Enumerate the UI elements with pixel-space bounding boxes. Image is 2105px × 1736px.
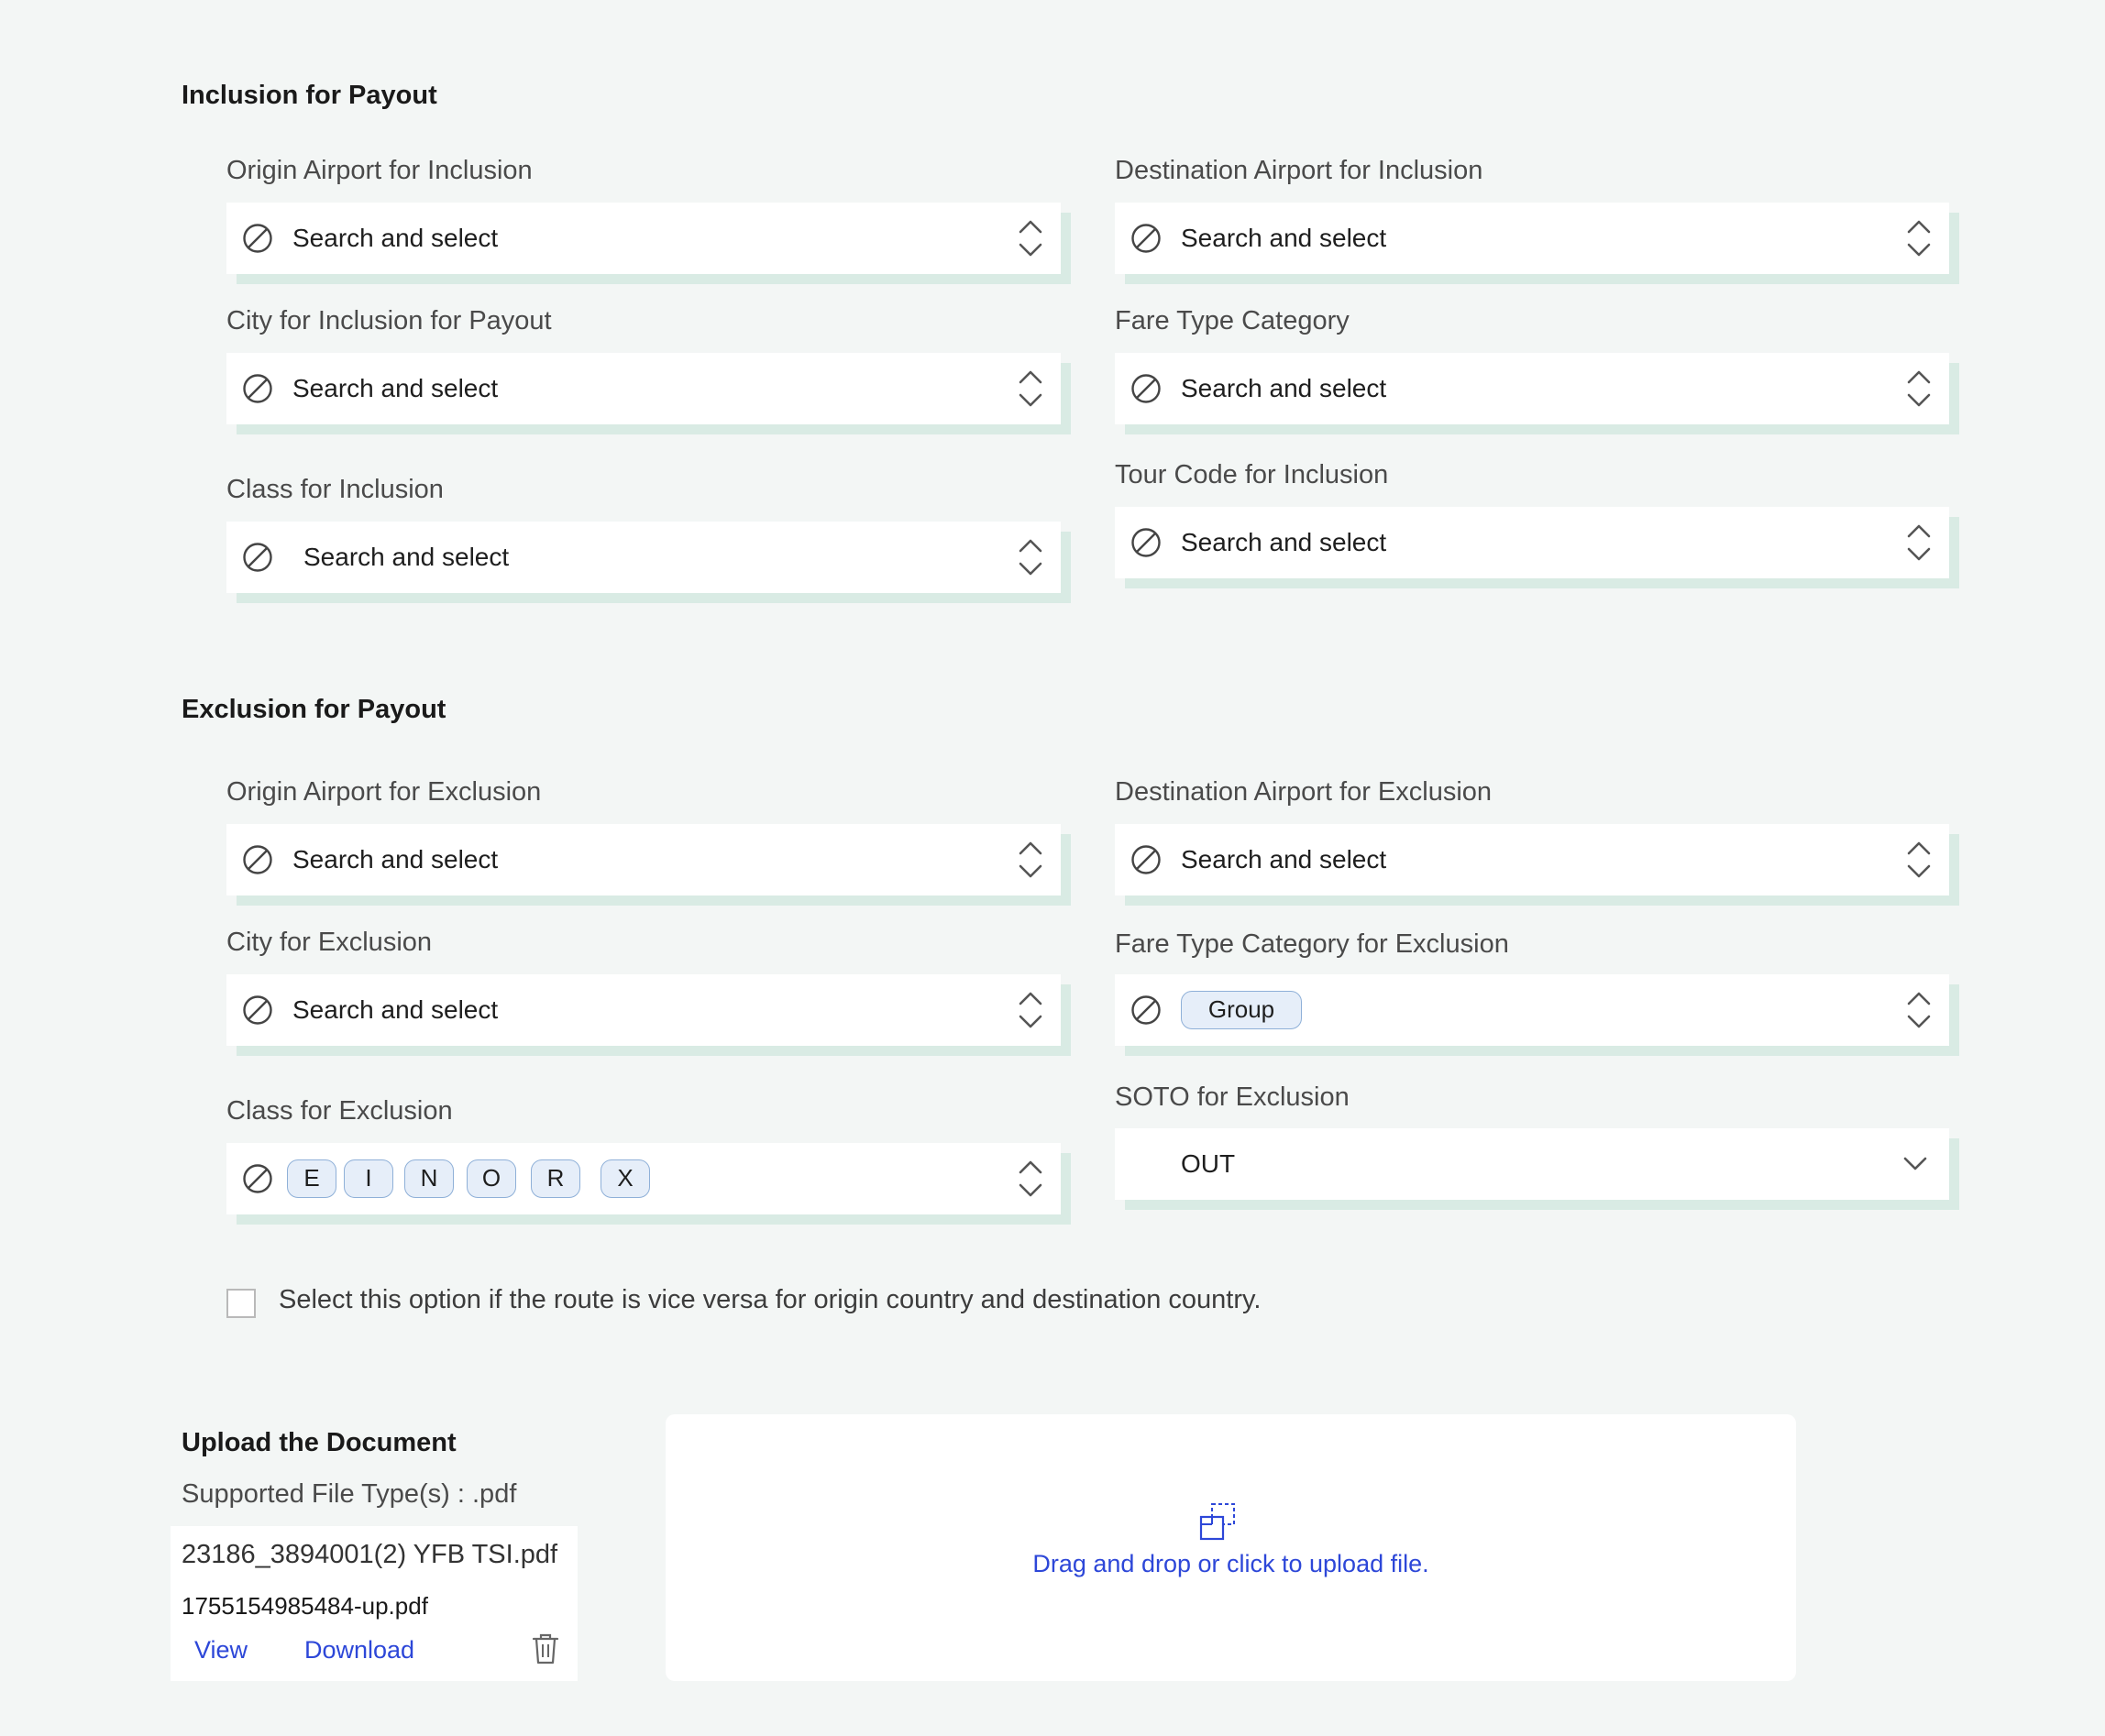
upload-icon bbox=[1197, 1501, 1238, 1542]
download-link[interactable]: Download bbox=[304, 1636, 415, 1664]
fare-type-chip-group[interactable]: Group bbox=[1181, 991, 1302, 1029]
class-inclusion-placeholder: Search and select bbox=[303, 543, 510, 571]
soto-exclusion-label: SOTO for Exclusion bbox=[1115, 1082, 1350, 1112]
exclusion-section-title: Exclusion for Payout bbox=[182, 695, 446, 724]
inclusion-section-title: Inclusion for Payout bbox=[182, 81, 437, 110]
class-chip-i[interactable]: I bbox=[344, 1159, 393, 1198]
city-exclusion-select[interactable] bbox=[226, 974, 1061, 1046]
class-chip-r[interactable]: R bbox=[531, 1159, 580, 1198]
origin-airport-inclusion-select[interactable] bbox=[226, 203, 1061, 274]
class-chip-x[interactable]: X bbox=[601, 1159, 650, 1198]
origin-airport-exclusion-label: Origin Airport for Exclusion bbox=[226, 777, 542, 807]
ban-icon[interactable] bbox=[1130, 526, 1163, 559]
destination-airport-inclusion-select[interactable] bbox=[1115, 203, 1949, 274]
chevron-down-icon bbox=[1901, 1154, 1929, 1172]
class-chip-e[interactable]: E bbox=[287, 1159, 336, 1198]
class-exclusion-label: Class for Exclusion bbox=[226, 1096, 453, 1126]
class-chip-o[interactable]: O bbox=[467, 1159, 516, 1198]
up-down-chevron-icon bbox=[1017, 837, 1044, 883]
destination-airport-inclusion-label: Destination Airport for Inclusion bbox=[1115, 156, 1483, 185]
city-inclusion-select[interactable] bbox=[226, 353, 1061, 424]
view-link[interactable]: View bbox=[194, 1636, 248, 1664]
class-inclusion-select[interactable] bbox=[226, 522, 1061, 593]
supported-file-types: Supported File Type(s) : .pdf bbox=[182, 1479, 517, 1509]
up-down-chevron-icon bbox=[1017, 215, 1044, 261]
ban-icon[interactable] bbox=[1130, 222, 1163, 255]
city-inclusion-placeholder: Search and select bbox=[292, 374, 499, 402]
class-exclusion-select[interactable] bbox=[226, 1143, 1061, 1214]
soto-exclusion-select[interactable] bbox=[1115, 1128, 1949, 1200]
origin-airport-exclusion-placeholder: Search and select bbox=[292, 845, 499, 873]
origin-airport-inclusion-label: Origin Airport for Inclusion bbox=[226, 156, 533, 185]
class-inclusion-label: Class for Inclusion bbox=[226, 475, 444, 504]
dropzone-text[interactable]: Drag and drop or click to upload file. bbox=[1032, 1550, 1429, 1577]
tour-code-inclusion-placeholder: Search and select bbox=[1181, 528, 1387, 556]
fare-type-inclusion-label: Fare Type Category bbox=[1115, 306, 1350, 335]
ban-icon[interactable] bbox=[241, 1162, 274, 1195]
tour-code-inclusion-label: Tour Code for Inclusion bbox=[1115, 460, 1389, 489]
tour-code-inclusion-select[interactable] bbox=[1115, 507, 1949, 578]
ban-icon[interactable] bbox=[241, 843, 274, 876]
up-down-chevron-icon bbox=[1905, 837, 1933, 883]
up-down-chevron-icon bbox=[1017, 987, 1044, 1033]
vice-versa-label: Select this option if the route is vice versa for origin country and destination country. bbox=[279, 1285, 1262, 1314]
ban-icon[interactable] bbox=[1130, 372, 1163, 405]
up-down-chevron-icon bbox=[1905, 215, 1933, 261]
fare-type-inclusion-placeholder: Search and select bbox=[1181, 374, 1387, 402]
ban-icon[interactable] bbox=[241, 541, 274, 574]
upload-dropzone[interactable] bbox=[666, 1414, 1796, 1681]
upload-section-title: Upload the Document bbox=[182, 1428, 457, 1457]
city-inclusion-label: City for Inclusion for Payout bbox=[226, 306, 552, 335]
fare-type-exclusion-label: Fare Type Category for Exclusion bbox=[1115, 929, 1509, 959]
fare-type-inclusion-select[interactable] bbox=[1115, 353, 1949, 424]
up-down-chevron-icon bbox=[1017, 366, 1044, 412]
up-down-chevron-icon bbox=[1905, 366, 1933, 412]
up-down-chevron-icon bbox=[1905, 987, 1933, 1033]
uploaded-file-card bbox=[171, 1526, 578, 1681]
trash-icon[interactable] bbox=[532, 1632, 559, 1665]
ban-icon[interactable] bbox=[1130, 843, 1163, 876]
ban-icon[interactable] bbox=[241, 994, 274, 1027]
up-down-chevron-icon bbox=[1905, 520, 1933, 566]
city-exclusion-label: City for Exclusion bbox=[226, 928, 433, 957]
stored-file-name: 1755154985484-up.pdf bbox=[182, 1592, 428, 1620]
destination-airport-exclusion-label: Destination Airport for Exclusion bbox=[1115, 777, 1493, 807]
destination-airport-inclusion-placeholder: Search and select bbox=[1181, 224, 1387, 252]
fare-type-exclusion-select[interactable] bbox=[1115, 974, 1949, 1046]
destination-airport-exclusion-placeholder: Search and select bbox=[1181, 845, 1387, 873]
ban-icon[interactable] bbox=[241, 222, 274, 255]
vice-versa-checkbox[interactable] bbox=[226, 1289, 256, 1318]
soto-exclusion-value: OUT bbox=[1181, 1149, 1236, 1178]
ban-icon[interactable] bbox=[1130, 994, 1163, 1027]
up-down-chevron-icon bbox=[1017, 1156, 1044, 1202]
uploaded-file-name: 23186_3894001(2) YFB TSI.pdf bbox=[182, 1540, 558, 1569]
origin-airport-inclusion-placeholder: Search and select bbox=[292, 224, 499, 252]
city-exclusion-placeholder: Search and select bbox=[292, 995, 499, 1024]
class-chip-n[interactable]: N bbox=[404, 1159, 454, 1198]
ban-icon[interactable] bbox=[241, 372, 274, 405]
destination-airport-exclusion-select[interactable] bbox=[1115, 824, 1949, 895]
up-down-chevron-icon bbox=[1017, 534, 1044, 580]
origin-airport-exclusion-select[interactable] bbox=[226, 824, 1061, 895]
